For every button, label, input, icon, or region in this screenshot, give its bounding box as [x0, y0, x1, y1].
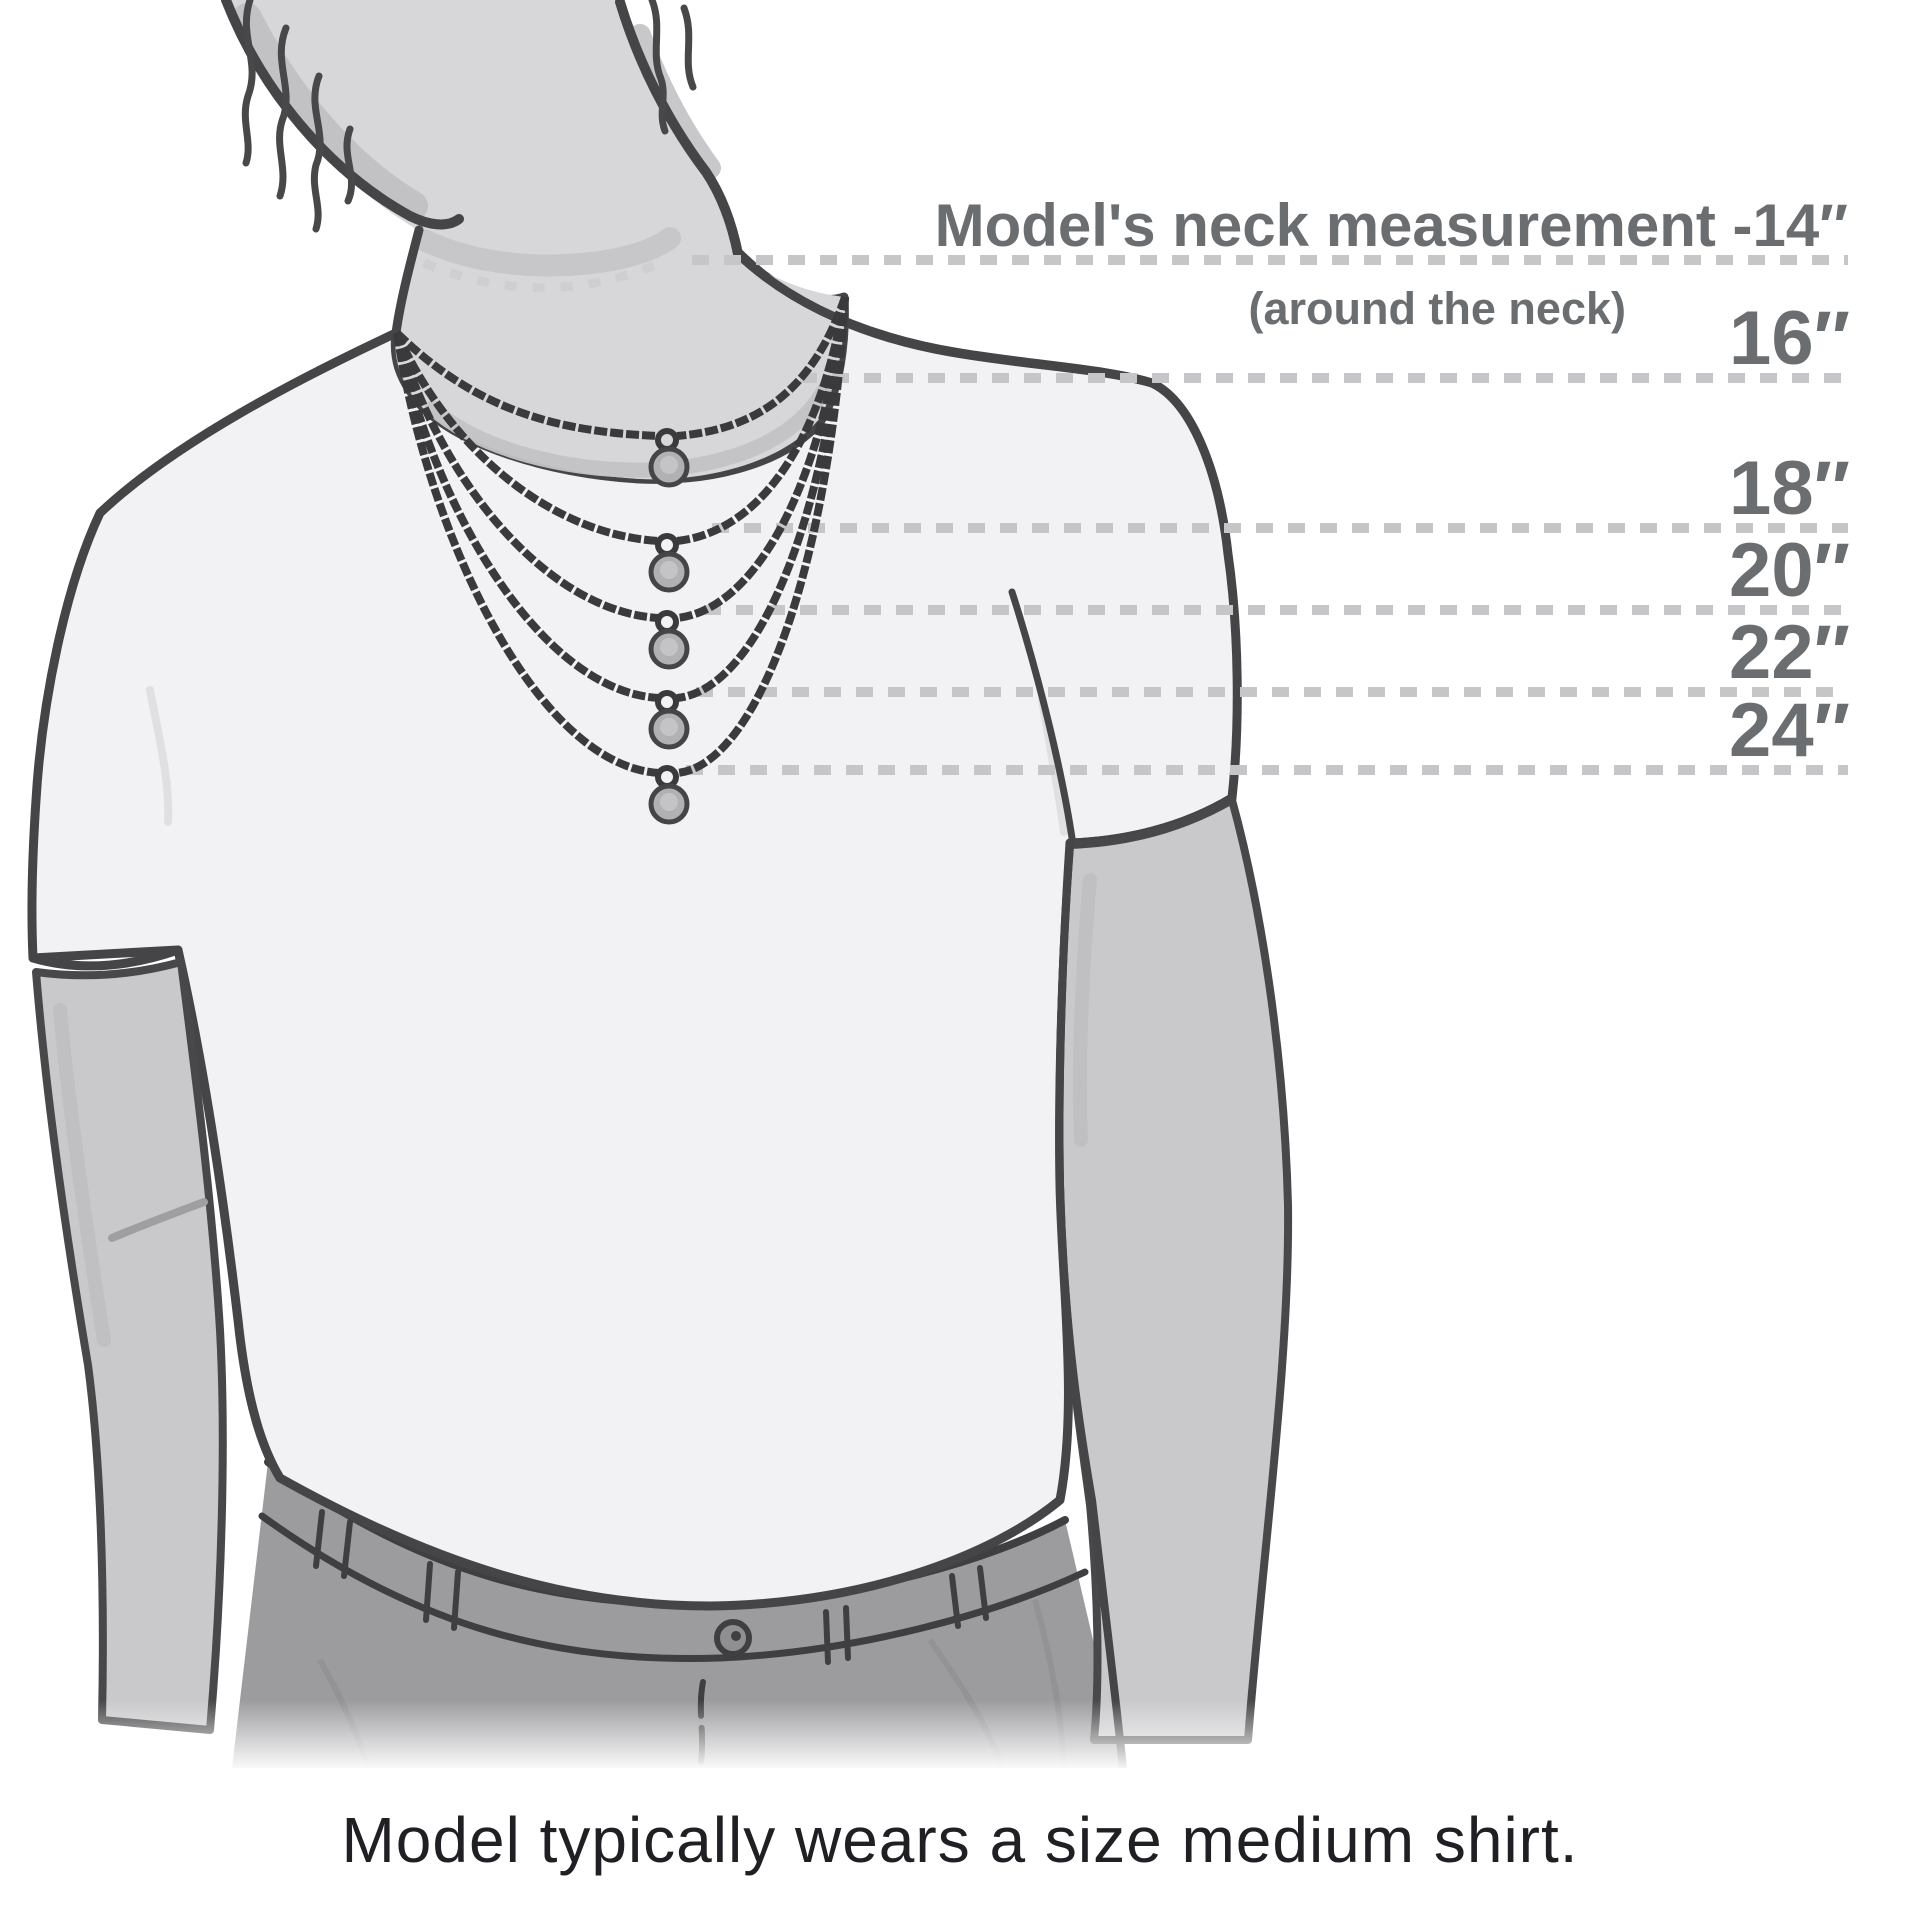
length-label-16: 16″ [1729, 296, 1850, 381]
neck-measurement-sublabel: (around the neck) [1248, 283, 1626, 334]
left-arm [36, 962, 223, 1730]
jeans-button [717, 1622, 749, 1654]
right-arm-shape [1059, 800, 1288, 1740]
length-label-20: 20″ [1729, 528, 1850, 613]
length-label-18: 18″ [1729, 446, 1850, 531]
illustration-bottom-fade [0, 1700, 1920, 1772]
neck-measurement-label: Model's neck measurement -14″ [934, 192, 1848, 259]
length-label-22: 22″ [1729, 610, 1850, 695]
length-label-24: 24″ [1729, 688, 1850, 773]
model-size-caption: Model typically wears a size medium shirt. [341, 1804, 1579, 1876]
right-arm [1059, 800, 1288, 1740]
